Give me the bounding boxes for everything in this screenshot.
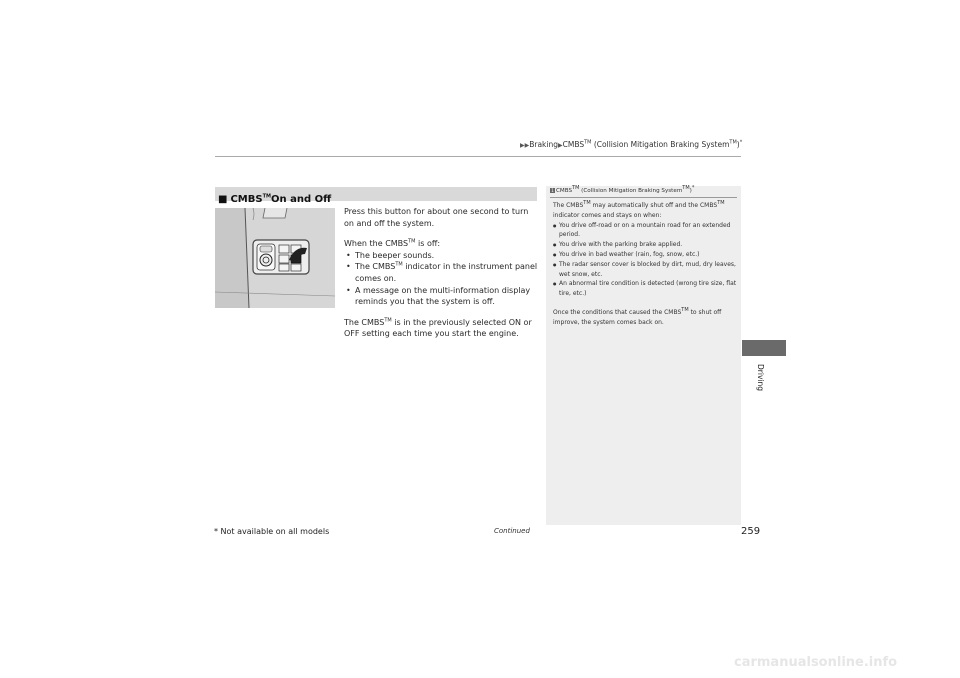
dashboard-panel-drawing	[215, 208, 335, 308]
cmbs-button-illustration	[215, 208, 335, 308]
trademark-mark: TM	[729, 139, 737, 146]
off-effects-list	[344, 250, 540, 308]
note-title-prefix: CMBS	[556, 188, 573, 194]
trademark-mark: TM	[583, 200, 591, 206]
note-title-suffix: )	[689, 188, 692, 194]
breadcrumb	[520, 140, 742, 149]
note-intro	[553, 201, 737, 221]
list-item: ● An abnormal tire condition is detected (wrong tire size, flat tire, etc.)	[553, 279, 737, 299]
heading-prefix: CMBS	[230, 194, 263, 205]
chapter-tab-marker[interactable]	[742, 340, 786, 356]
continued-label: Continued	[494, 527, 530, 535]
outro-b: to shut off improve, the system comes back on.	[553, 308, 722, 326]
square-bullet-icon: ■	[218, 194, 228, 205]
intro-b: may automatically shut off and the CMBS	[590, 202, 718, 209]
list-item: ● You drive in bad weather (rain, fog, snow, etc.)	[553, 250, 737, 260]
setting-paragraph	[344, 317, 540, 340]
trademark-mark: TM	[572, 185, 580, 192]
note-divider	[550, 197, 737, 198]
list-item: ● You drive with the parking brake applied.	[553, 240, 737, 250]
note-body	[553, 201, 737, 328]
trademark-mark: TM	[408, 238, 416, 245]
list-item: ● The radar sensor cover is blocked by dirt, mud, dry leaves, wet snow, etc.	[553, 260, 737, 280]
list-item: • The beeper sounds.	[344, 250, 540, 262]
note-panel	[546, 186, 741, 525]
section-heading-text	[215, 193, 331, 207]
trademark-mark: TM	[262, 193, 271, 200]
chapter-tab-text: Driving	[756, 364, 765, 391]
list-item: ● You drive off-road or on a mountain road for an extended period.	[553, 221, 737, 241]
header-divider	[215, 156, 741, 157]
outro-a: Once the conditions that caused the CMBS	[553, 308, 682, 316]
breadcrumb-suffix: (Collision Mitigation Braking System	[591, 140, 730, 149]
asterisk-mark: *	[691, 185, 695, 192]
body-text	[344, 206, 540, 349]
asterisk-mark: *	[739, 139, 743, 146]
trademark-mark: TM	[717, 200, 725, 206]
breadcrumb-arrow-icon: ▶	[558, 142, 563, 149]
list-item: • A message on the multi-information display reminds you that the system is off.	[344, 285, 540, 308]
page-number: 259	[741, 526, 761, 537]
note-outro	[553, 308, 737, 328]
chapter-tab-label[interactable]	[751, 364, 775, 394]
when-off-intro	[344, 238, 540, 250]
breadcrumb-arrow-icon: ▶▶	[520, 142, 530, 149]
list-item	[344, 261, 540, 284]
breadcrumb-item-cmbs: CMBS	[562, 140, 585, 149]
trademark-mark: TM	[682, 185, 690, 192]
when-suffix: is off:	[415, 239, 441, 249]
trademark-mark: TM	[395, 261, 403, 268]
intro-c: indicator comes and stays on when:	[553, 211, 662, 219]
intro-a: The CMBS	[553, 202, 584, 209]
watermark: carmanualsonline.info	[734, 655, 898, 670]
footnote: * Not available on all models	[214, 527, 330, 536]
bullet2-prefix: The CMBS	[355, 262, 396, 272]
note-title	[550, 185, 695, 194]
breadcrumb-item-braking: Braking	[529, 140, 559, 149]
trademark-mark: TM	[384, 317, 392, 324]
trademark-mark: TM	[584, 139, 592, 146]
trademark-mark: TM	[681, 306, 689, 313]
p3-suffix: is in the previously selected ON or OFF setting each time you start the engine.	[344, 317, 532, 339]
heading-suffix: On and Off	[270, 194, 332, 205]
breadcrumb-close: )	[736, 140, 740, 149]
note-title-middle: (Collision Mitigation Braking System	[579, 188, 683, 194]
note-conditions-list	[553, 221, 737, 299]
bullet2-suffix: indicator in the instrument panel comes on.	[355, 262, 538, 283]
instruction-paragraph: Press this button for about one second to turn on and off the system.	[344, 207, 529, 228]
section-heading	[215, 187, 537, 205]
when-prefix: When the CMBS	[344, 239, 409, 249]
p3-prefix: The CMBS	[344, 317, 385, 327]
note-mark-icon: 1	[551, 188, 554, 193]
